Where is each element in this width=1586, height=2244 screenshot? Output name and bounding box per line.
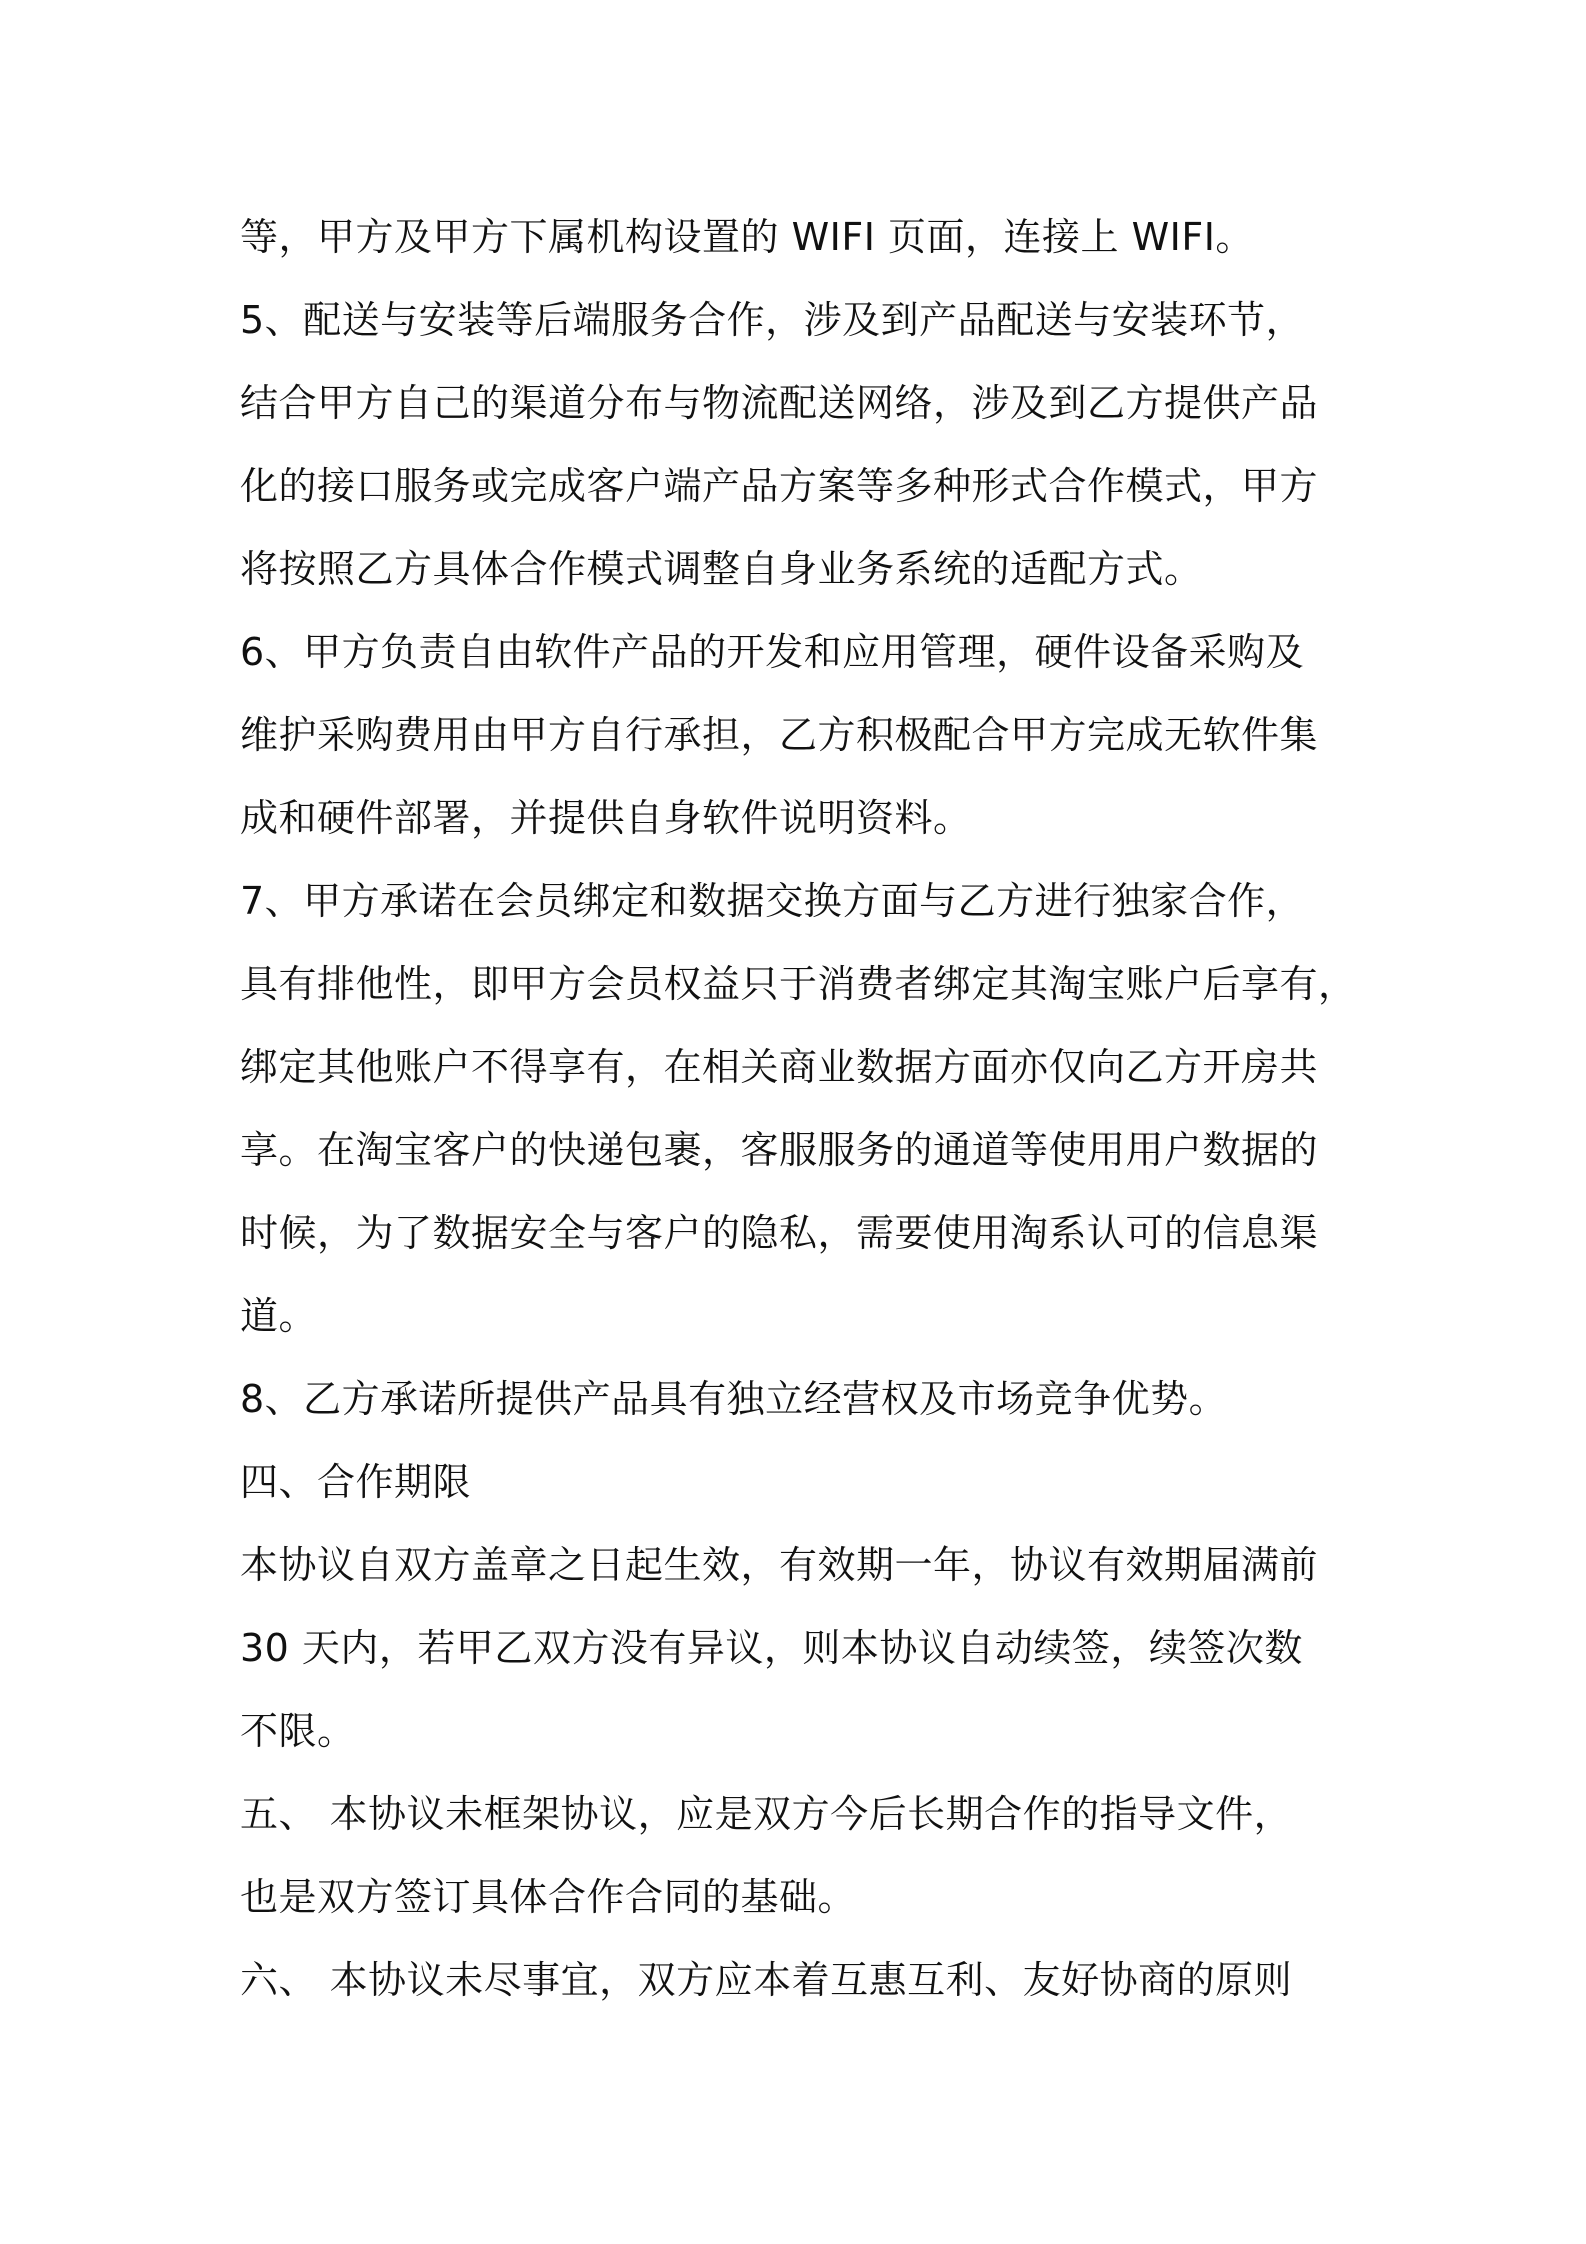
- body-line: 道。: [240, 1294, 318, 1338]
- section-six-line: 六、 本协议未尽事宜，双方应本着互惠互利、友好协商的原则: [240, 1958, 1293, 2002]
- body-line: 具有排他性，即甲方会员权益只于消费者绑定其淘宝账户后享有，: [240, 962, 1357, 1006]
- body-line: 本协议自双方盖章之日起生效，有效期一年，协议有效期届满前: [240, 1543, 1319, 1587]
- body-line: 化的接口服务或完成客户端产品方案等多种形式合作模式，甲方: [240, 464, 1319, 508]
- clause-6-line: 6、甲方负责自由软件产品的开发和应用管理，硬件设备采购及: [240, 630, 1305, 674]
- body-line: 也是双方签订具体合作合同的基础。: [240, 1875, 857, 1919]
- body-line: 结合甲方自己的渠道分布与物流配送网络，涉及到乙方提供产品: [240, 381, 1319, 425]
- clause-7-line: 7、甲方承诺在会员绑定和数据交换方面与乙方进行独家合作，: [240, 879, 1305, 923]
- section-five-line: 五、 本协议未框架协议，应是双方今后长期合作的指导文件，: [240, 1792, 1293, 1836]
- body-line: 绑定其他账户不得享有，在相关商业数据方面亦仅向乙方开房共: [240, 1045, 1319, 1089]
- body-line: 成和硬件部署，并提供自身软件说明资料。: [240, 796, 972, 840]
- body-line: 等，甲方及甲方下属机构设置的 WIFI 页面，连接上 WIFI。: [240, 215, 1254, 259]
- section-heading-cooperation-term: 四、合作期限: [240, 1460, 472, 1504]
- body-line: 将按照乙方具体合作模式调整自身业务系统的适配方式。: [240, 547, 1203, 591]
- body-line: 维护采购费用由甲方自行承担，乙方积极配合甲方完成无软件集: [240, 713, 1319, 757]
- clause-5-line: 5、配送与安装等后端服务合作，涉及到产品配送与安装环节，: [240, 298, 1305, 342]
- body-line: 享。在淘宝客户的快递包裹，客服服务的通道等使用用户数据的: [240, 1128, 1319, 1172]
- body-line: 30 天内，若甲乙双方没有异议，则本协议自动续签，续签次数: [240, 1626, 1303, 1670]
- body-line: 不限。: [240, 1709, 356, 1753]
- clause-8-line: 8、乙方承诺所提供产品具有独立经营权及市场竞争优势。: [240, 1377, 1228, 1421]
- body-line: 时候，为了数据安全与客户的隐私，需要使用淘系认可的信息渠: [240, 1211, 1319, 1255]
- document-body: [240, 196, 1380, 2022]
